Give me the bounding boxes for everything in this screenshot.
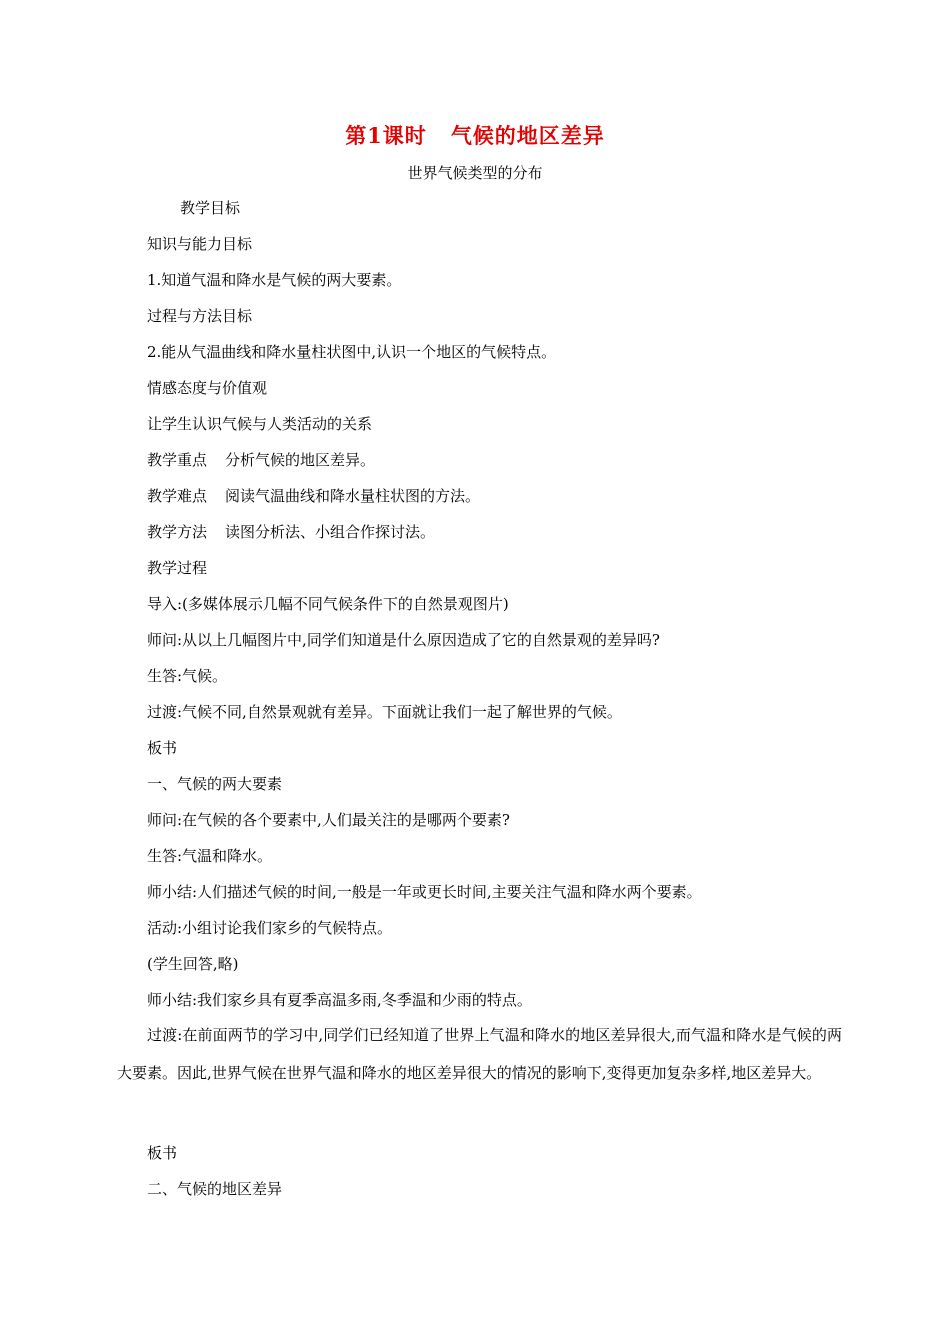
lesson-topic: 气候的地区差异 [450, 123, 605, 148]
text-line: 二、气候的地区差异 [147, 1180, 283, 1198]
teaching-method-label: 教学方法 [147, 523, 208, 541]
teaching-focus-text: 分析气候的地区差异。 [225, 451, 376, 469]
teaching-method [147, 521, 435, 542]
text-line: 情感态度与价值观 [147, 379, 268, 397]
text-line: 导入:(多媒体展示几幅不同气候条件下的自然景观图片) [147, 595, 509, 613]
teaching-difficulty [147, 485, 480, 506]
text-line: 师小结:人们描述气候的时间,一般是一年或更长时间,主要关注气温和降水两个要素。 [147, 883, 702, 901]
text-line: 师小结:我们家乡具有夏季高温多雨,冬季温和少雨的特点。 [147, 991, 532, 1009]
teaching-method-text: 读图分析法、小组合作探讨法。 [225, 523, 436, 541]
text-line: 知识与能力目标 [147, 235, 253, 253]
text-line: 板书 [147, 1144, 178, 1162]
text-line: (学生回答,略) [147, 955, 239, 973]
section-heading-objectives: 教学目标 [180, 199, 241, 217]
lesson-subtitle: 世界气候类型的分布 [407, 164, 543, 182]
text-line: 生答:气温和降水。 [147, 847, 273, 865]
teaching-difficulty-label: 教学难点 [147, 487, 208, 505]
lesson-title [0, 120, 950, 150]
text-line: 过程与方法目标 [147, 307, 253, 325]
text-line: 活动:小组讨论我们家乡的气候特点。 [147, 919, 393, 937]
text-line: 师问:从以上几幅图片中,同学们知道是什么原因造成了它的自然景观的差异吗? [147, 631, 660, 649]
text-line: 过渡:气候不同,自然景观就有差异。下面就让我们一起了解世界的气候。 [147, 703, 622, 721]
teaching-focus [147, 449, 375, 470]
teaching-difficulty-text: 阅读气温曲线和降水量柱状图的方法。 [225, 487, 481, 505]
lesson-number: 第1课时 [345, 123, 427, 148]
text-line: 生答:气候。 [147, 667, 228, 685]
transition-paragraph: 过渡:在前面两节的学习中,同学们已经知道了世界上气温和降水的地区差异很大,而气温和降水是气候的两大要素。因此,世界气候在世界气温和降水的地区差异很大的情况的影响下,变得更加复杂多样,地区差异大。 [117, 1026, 842, 1082]
text-line: 让学生认识气候与人类活动的关系 [147, 415, 373, 433]
text-line: 板书 [147, 739, 178, 757]
text-line: 教学过程 [147, 559, 208, 577]
text-line: 师问:在气候的各个要素中,人们最关注的是哪两个要素? [147, 811, 510, 829]
teaching-focus-label: 教学重点 [147, 451, 208, 469]
text-line: 1.知道气温和降水是气候的两大要素。 [147, 271, 402, 289]
text-line: 2.能从气温曲线和降水量柱状图中,认识一个地区的气候特点。 [147, 343, 557, 361]
text-line: 一、气候的两大要素 [147, 775, 283, 793]
